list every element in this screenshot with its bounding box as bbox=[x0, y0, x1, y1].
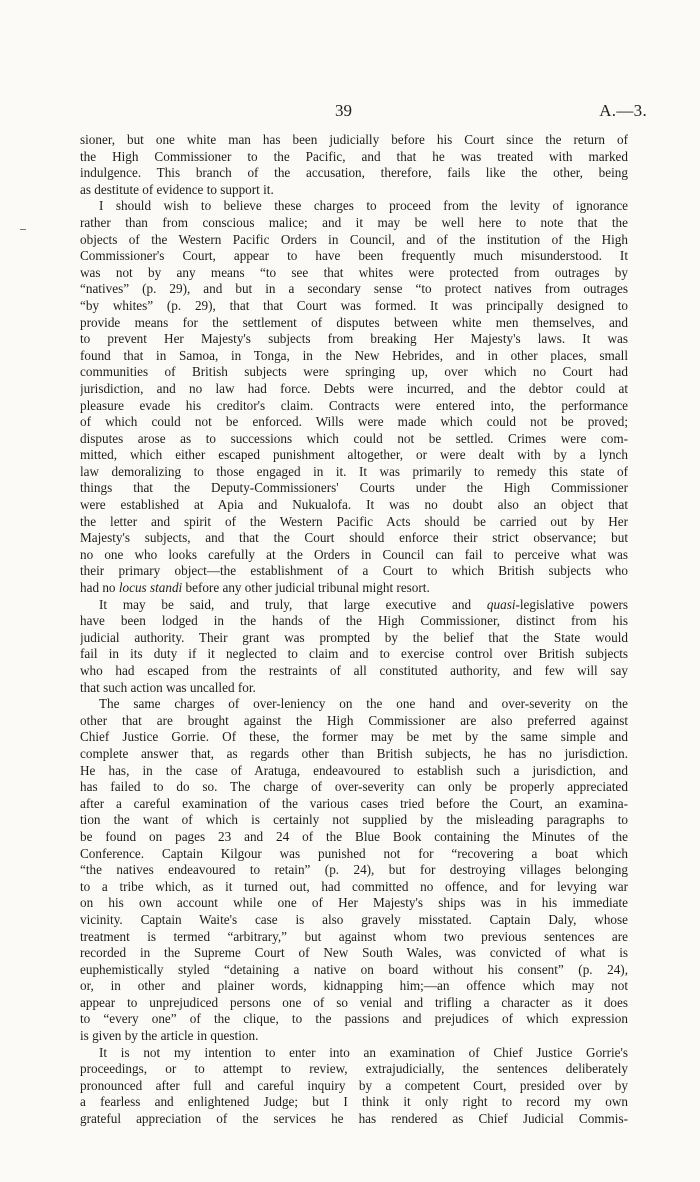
text-line: to a tribe which, as it turned out, had committed no offence, and for levying war bbox=[80, 878, 628, 894]
text-line: was not by any means “to see that whites were protected from outrages by bbox=[80, 264, 628, 280]
margin-mark bbox=[20, 229, 26, 230]
text-segment: before any other judicial tribunal might resort. bbox=[182, 580, 430, 596]
text-line: on his own account while one of Her Majesty's ships was in his immediate bbox=[80, 895, 628, 911]
text-line: to “every one” of the clique, to the passions and prejudices of which expression bbox=[80, 1011, 628, 1027]
text-line: I should wish to believe these charges to proceed from the levity of ignorance bbox=[99, 198, 628, 214]
text-line: be found on pages 23 and 24 of the Blue Book containing the Minutes of the bbox=[80, 828, 628, 844]
page-number: 39 bbox=[335, 101, 352, 120]
text-line: have been lodged in the hands of the High Commissioner, distinct from his bbox=[80, 613, 628, 629]
text-line: has failed to do so. The charge of over-severity can only be properly appreciated bbox=[80, 779, 628, 795]
text-line bbox=[80, 580, 628, 597]
text-line: to prevent Her Majesty's subjects from breaking Her Majesty's laws. It was bbox=[80, 331, 628, 347]
text-line: vicinity. Captain Waite's case is also gravely misstated. Captain Daly, whose bbox=[80, 911, 628, 927]
text-line: Majesty's subjects, and that the Court should enforce their strict observance; but bbox=[80, 530, 628, 546]
text-line: fail in its duty if it neglected to claim and to exercise control over British subjects bbox=[80, 646, 628, 662]
text-segment: It may be said, and truly, that large executive and bbox=[99, 596, 487, 612]
text-line: after a careful examination of the various cases tried before the Court, an examina- bbox=[80, 795, 628, 811]
italic-phrase: quasi bbox=[486, 596, 516, 612]
text-line: judicial authority. Their grant was prompted by the belief that the State would bbox=[80, 629, 628, 645]
text-line: pronounced after full and careful inquiry by a competent Court, presided over by bbox=[80, 1077, 628, 1093]
text-line: Commissioner's Court, appear to have been frequently much misunderstood. It bbox=[80, 248, 628, 264]
text-line: were established at Apia and Nukualofa. It was no doubt also an object that bbox=[80, 497, 628, 513]
text-line: the High Commissioner to the Pacific, and that he was treated with marked bbox=[80, 148, 628, 164]
text-line: Chief Justice Gorrie. Of these, the former may be met by the same simple and bbox=[80, 729, 628, 745]
text-line: “the natives endeavoured to retain” (p. 24), but for destroying villages belonging bbox=[80, 862, 628, 878]
text-line: found that in Samoa, in Tonga, in the New Hebrides, and in other places, small bbox=[80, 347, 628, 363]
text-line: is given by the article in question. bbox=[80, 1028, 259, 1044]
text-line: euphemistically styled “detaining a native on board without his consent” (p. 24), bbox=[80, 961, 628, 977]
text-line: mitted, which either escaped punishment altogether, or were dealt with by a lynch bbox=[80, 447, 628, 463]
text-line: “by whites” (p. 29), that that Court was formed. It was principally designed to bbox=[80, 297, 628, 313]
text-line: or, in other and plainer words, kidnapping him;—an offence which may not bbox=[80, 978, 628, 994]
text-line: indulgence. This branch of the accusation, therefore, fails like the other, being bbox=[80, 165, 628, 181]
text-line: of which could not be enforced. Wills were made which could not be proved; bbox=[80, 414, 628, 430]
text-line: It is not my intention to enter into an examination of Chief Justice Gorrie's bbox=[99, 1044, 628, 1060]
text-line: that such action was uncalled for. bbox=[80, 679, 256, 695]
text-line: tion the want of which is certainly not supplied by the misleading paragraphs to bbox=[80, 812, 628, 828]
text-line: the letter and spirit of the Western Pacific Acts should be carried out by Her bbox=[80, 513, 628, 529]
text-line: things that the Deputy-Commissioners' Courts under the High Commissioner bbox=[80, 480, 628, 496]
text-segment: -legislative powers bbox=[515, 596, 628, 612]
text-line: provide means for the settlement of disputes between white men themselves, and bbox=[80, 314, 628, 330]
document-reference: A.—3. bbox=[599, 101, 647, 120]
text-line: a fearless and enlightened Judge; but I think it only right to record my own bbox=[80, 1094, 628, 1110]
italic-phrase: locus standi bbox=[118, 580, 183, 596]
text-line: rather than from conscious malice; and it may be well here to note that the bbox=[80, 214, 628, 230]
text-line: The same charges of over-leniency on the one hand and over-severity on the bbox=[99, 696, 628, 712]
text-line: jurisdiction, and no law had force. Debts were incurred, and the debtor could at bbox=[80, 380, 628, 396]
text-line: proceedings, or to attempt to review, extrajudicially, the sentences deliberately bbox=[80, 1061, 628, 1077]
page-header bbox=[0, 101, 700, 127]
text-line: sioner, but one white man has been judicially before his Court since the return of bbox=[80, 132, 628, 147]
body-text bbox=[80, 132, 628, 1128]
text-line: “natives” (p. 29), and but in a secondary sense “to protect natives from outrages bbox=[80, 281, 628, 297]
text-line: grateful appreciation of the services he has rendered as Chief Judicial Commis- bbox=[80, 1111, 628, 1127]
text-line: complete answer that, as regards other than British subjects, he has no jurisdiction. bbox=[80, 745, 628, 761]
text-segment: had no bbox=[80, 580, 119, 596]
text-line: appear to unprejudiced persons one of so venial and trifling a character as it does bbox=[80, 994, 628, 1010]
text-line: communities of British subjects were springing up, over which no Court had bbox=[80, 364, 628, 380]
text-line: as destitute of evidence to support it. bbox=[80, 181, 274, 197]
text-line: other that are brought against the High Commissioner are also preferred against bbox=[80, 712, 628, 728]
text-line: disputes arose as to successions which could not be settled. Crimes were com- bbox=[80, 430, 628, 446]
text-line: He has, in the case of Aratuga, endeavoured to establish such a jurisdiction, and bbox=[80, 762, 628, 778]
text-line: pleasure evade his creditor's claim. Contracts were entered into, the performance bbox=[80, 397, 628, 413]
text-line bbox=[80, 597, 628, 614]
text-line: treatment is termed “arbitrary,” but against whom two previous sentences are bbox=[80, 928, 628, 944]
text-line: who had escaped from the restraints of all constituted authority, and few will say bbox=[80, 663, 628, 678]
text-line: their primary object—the establishment of a Court to which British subjects who bbox=[80, 563, 628, 579]
text-line: objects of the Western Pacific Orders in Council, and of the institution of the High bbox=[80, 231, 628, 247]
text-line: law demoralizing to those engaged in it. It was primarily to remedy this state of bbox=[80, 463, 628, 479]
text-line: no one who looks carefully at the Orders in Council can fail to perceive what was bbox=[80, 546, 628, 562]
text-line: Conference. Captain Kilgour was punished not for “recovering a boat which bbox=[80, 845, 628, 861]
text-line: recorded in the Supreme Court of New South Wales, was convicted of what is bbox=[80, 945, 628, 961]
